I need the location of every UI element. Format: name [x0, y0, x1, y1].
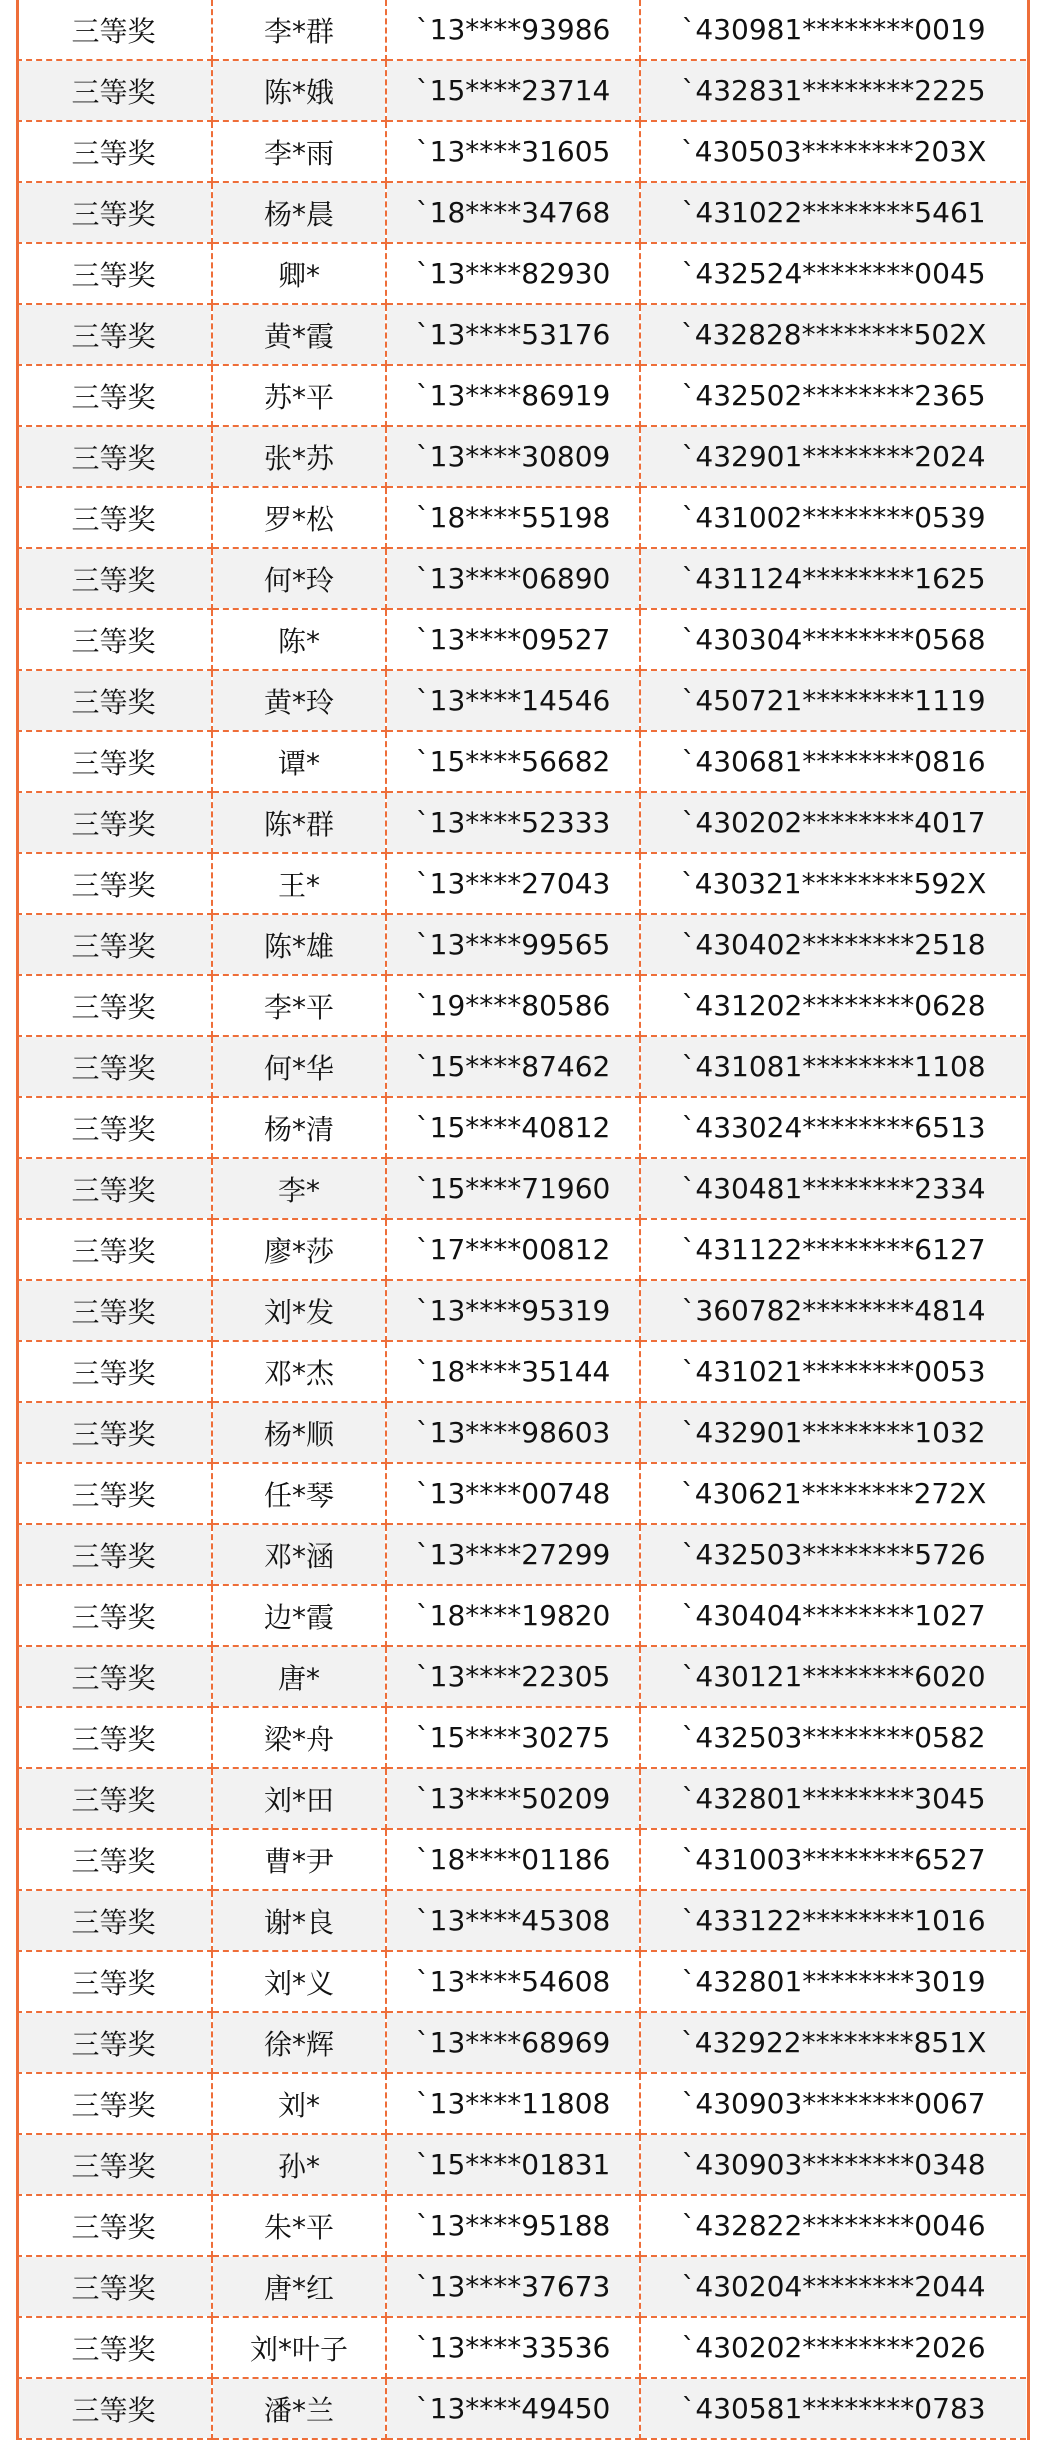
phone-cell: `18****01186	[386, 1829, 640, 1890]
name-cell: 罗*松	[212, 487, 386, 548]
prize-cell: 三等奖	[16, 60, 212, 121]
prize-cell: 三等奖	[16, 670, 212, 731]
table-row	[16, 2378, 1026, 2439]
prize-cell: 三等奖	[16, 792, 212, 853]
phone-cell: `18****55198	[386, 487, 640, 548]
name-cell: 苏*平	[212, 365, 386, 426]
id-number-cell: `431124********1625	[640, 548, 1026, 609]
prize-cell: 三等奖	[16, 0, 212, 60]
id-number-cell: `432801********3045	[640, 1768, 1026, 1829]
id-number-cell: `433122********1016	[640, 1890, 1026, 1951]
name-cell: 唐*	[212, 1646, 386, 1707]
id-number-cell: `432503********0582	[640, 1707, 1026, 1768]
table-row	[16, 1280, 1026, 1341]
id-number-cell: `431081********1108	[640, 1036, 1026, 1097]
id-number-cell: `432801********3019	[640, 1951, 1026, 2012]
table-row	[16, 243, 1026, 304]
id-number-cell: `430581********0783	[640, 2378, 1026, 2439]
prize-cell: 三等奖	[16, 1097, 212, 1158]
id-number-cell: `431021********0053	[640, 1341, 1026, 1402]
id-number-cell: `432502********2365	[640, 365, 1026, 426]
id-number-cell: `432503********5726	[640, 1524, 1026, 1585]
table-row	[16, 670, 1026, 731]
name-cell: 李*雨	[212, 121, 386, 182]
table-row	[16, 1219, 1026, 1280]
id-number-cell: `430304********0568	[640, 609, 1026, 670]
table-row	[16, 1524, 1026, 1585]
name-cell: 杨*顺	[212, 1402, 386, 1463]
phone-cell: `13****50209	[386, 1768, 640, 1829]
phone-cell: `13****95188	[386, 2195, 640, 2256]
phone-cell: `13****54608	[386, 1951, 640, 2012]
id-number-cell: `430903********0067	[640, 2073, 1026, 2134]
table-row	[16, 1402, 1026, 1463]
id-number-cell: `432901********2024	[640, 426, 1026, 487]
prize-cell: 三等奖	[16, 182, 212, 243]
name-cell: 陈*雄	[212, 914, 386, 975]
table-row	[16, 1341, 1026, 1402]
phone-cell: `13****31605	[386, 121, 640, 182]
prize-cell: 三等奖	[16, 2073, 212, 2134]
prize-cell: 三等奖	[16, 1036, 212, 1097]
prize-cell: 三等奖	[16, 1524, 212, 1585]
id-number-cell: `432922********851X	[640, 2012, 1026, 2073]
name-cell: 黄*霞	[212, 304, 386, 365]
id-number-cell: `431022********5461	[640, 182, 1026, 243]
table-row	[16, 304, 1026, 365]
phone-cell: `13****93986	[386, 0, 640, 60]
name-cell: 廖*莎	[212, 1219, 386, 1280]
table-row	[16, 60, 1026, 121]
prize-cell: 三等奖	[16, 1280, 212, 1341]
id-number-cell: `431003********6527	[640, 1829, 1026, 1890]
prize-cell: 三等奖	[16, 2378, 212, 2439]
table-row	[16, 1829, 1026, 1890]
prize-cell: 三等奖	[16, 1402, 212, 1463]
table-row	[16, 548, 1026, 609]
id-number-cell: `430202********2026	[640, 2317, 1026, 2378]
id-number-cell: `430503********203X	[640, 121, 1026, 182]
table-row	[16, 1097, 1026, 1158]
id-number-cell: `432831********2225	[640, 60, 1026, 121]
id-number-cell: `430321********592X	[640, 853, 1026, 914]
table-row	[16, 609, 1026, 670]
id-number-cell: `432524********0045	[640, 243, 1026, 304]
name-cell: 王*	[212, 853, 386, 914]
phone-cell: `13****27299	[386, 1524, 640, 1585]
phone-cell: `18****34768	[386, 182, 640, 243]
phone-cell: `18****35144	[386, 1341, 640, 1402]
id-number-cell: `450721********1119	[640, 670, 1026, 731]
prize-cell: 三等奖	[16, 2256, 212, 2317]
prize-cell: 三等奖	[16, 1768, 212, 1829]
prize-cell: 三等奖	[16, 1158, 212, 1219]
name-cell: 刘*叶子	[212, 2317, 386, 2378]
prize-cell: 三等奖	[16, 2317, 212, 2378]
prize-cell: 三等奖	[16, 1890, 212, 1951]
name-cell: 朱*平	[212, 2195, 386, 2256]
phone-cell: `13****99565	[386, 914, 640, 975]
prize-cell: 三等奖	[16, 1951, 212, 2012]
id-number-cell: `430621********272X	[640, 1463, 1026, 1524]
prize-cell: 三等奖	[16, 304, 212, 365]
prize-cell: 三等奖	[16, 1829, 212, 1890]
phone-cell: `13****06890	[386, 548, 640, 609]
id-number-cell: `360782********4814	[640, 1280, 1026, 1341]
id-number-cell: `431202********0628	[640, 975, 1026, 1036]
name-cell: 陈*娥	[212, 60, 386, 121]
table-row	[16, 853, 1026, 914]
phone-cell: `13****95319	[386, 1280, 640, 1341]
prize-cell: 三等奖	[16, 121, 212, 182]
id-number-cell: `432822********0046	[640, 2195, 1026, 2256]
name-cell: 谭*	[212, 731, 386, 792]
prize-cell: 三等奖	[16, 731, 212, 792]
phone-cell: `13****86919	[386, 365, 640, 426]
name-cell: 任*琴	[212, 1463, 386, 1524]
phone-cell: `13****45308	[386, 1890, 640, 1951]
prize-cell: 三等奖	[16, 426, 212, 487]
name-cell: 刘*	[212, 2073, 386, 2134]
phone-cell: `13****37673	[386, 2256, 640, 2317]
table-row	[16, 0, 1026, 60]
table-row	[16, 1158, 1026, 1219]
prize-cell: 三等奖	[16, 1463, 212, 1524]
name-cell: 曹*尹	[212, 1829, 386, 1890]
table-row	[16, 1890, 1026, 1951]
id-number-cell: `430202********4017	[640, 792, 1026, 853]
phone-cell: `13****14546	[386, 670, 640, 731]
table-row	[16, 2256, 1026, 2317]
table-row	[16, 792, 1026, 853]
name-cell: 邓*涵	[212, 1524, 386, 1585]
name-cell: 刘*田	[212, 1768, 386, 1829]
prize-cell: 三等奖	[16, 853, 212, 914]
winners-table-body	[16, 0, 1026, 2439]
prize-cell: 三等奖	[16, 2012, 212, 2073]
name-cell: 陈*群	[212, 792, 386, 853]
prize-cell: 三等奖	[16, 1707, 212, 1768]
prize-cell: 三等奖	[16, 365, 212, 426]
name-cell: 徐*辉	[212, 2012, 386, 2073]
phone-cell: `15****40812	[386, 1097, 640, 1158]
phone-cell: `19****80586	[386, 975, 640, 1036]
prize-cell: 三等奖	[16, 548, 212, 609]
phone-cell: `13****49450	[386, 2378, 640, 2439]
name-cell: 梁*舟	[212, 1707, 386, 1768]
table-row	[16, 2195, 1026, 2256]
table-row	[16, 2073, 1026, 2134]
id-number-cell: `430402********2518	[640, 914, 1026, 975]
table-row	[16, 1951, 1026, 2012]
id-number-cell: `431122********6127	[640, 1219, 1026, 1280]
name-cell: 谢*良	[212, 1890, 386, 1951]
table-row	[16, 182, 1026, 243]
table-row	[16, 1036, 1026, 1097]
id-number-cell: `430981********0019	[640, 0, 1026, 60]
id-number-cell: `430404********1027	[640, 1585, 1026, 1646]
id-number-cell: `432901********1032	[640, 1402, 1026, 1463]
phone-cell: `13****09527	[386, 609, 640, 670]
name-cell: 黄*玲	[212, 670, 386, 731]
prize-cell: 三等奖	[16, 1646, 212, 1707]
prize-cell: 三等奖	[16, 609, 212, 670]
table-row	[16, 121, 1026, 182]
phone-cell: `13****52333	[386, 792, 640, 853]
table-row	[16, 365, 1026, 426]
phone-cell: `13****68969	[386, 2012, 640, 2073]
table-row	[16, 1768, 1026, 1829]
id-number-cell: `431002********0539	[640, 487, 1026, 548]
prize-cell: 三等奖	[16, 243, 212, 304]
table-row	[16, 2012, 1026, 2073]
phone-cell: `13****00748	[386, 1463, 640, 1524]
prize-cell: 三等奖	[16, 914, 212, 975]
name-cell: 刘*义	[212, 1951, 386, 2012]
table-row	[16, 426, 1026, 487]
name-cell: 李*	[212, 1158, 386, 1219]
phone-cell: `13****22305	[386, 1646, 640, 1707]
id-number-cell: `430681********0816	[640, 731, 1026, 792]
phone-cell: `13****11808	[386, 2073, 640, 2134]
phone-cell: `18****19820	[386, 1585, 640, 1646]
id-number-cell: `430204********2044	[640, 2256, 1026, 2317]
prize-cell: 三等奖	[16, 1219, 212, 1280]
phone-cell: `15****87462	[386, 1036, 640, 1097]
name-cell: 李*群	[212, 0, 386, 60]
id-number-cell: `433024********6513	[640, 1097, 1026, 1158]
table-row	[16, 1646, 1026, 1707]
name-cell: 李*平	[212, 975, 386, 1036]
phone-cell: `15****71960	[386, 1158, 640, 1219]
name-cell: 杨*晨	[212, 182, 386, 243]
id-number-cell: `430121********6020	[640, 1646, 1026, 1707]
table-row	[16, 2134, 1026, 2195]
winners-table	[16, 0, 1026, 2440]
phone-cell: `15****56682	[386, 731, 640, 792]
id-number-cell: `430903********0348	[640, 2134, 1026, 2195]
prize-cell: 三等奖	[16, 2195, 212, 2256]
name-cell: 张*苏	[212, 426, 386, 487]
prize-cell: 三等奖	[16, 2134, 212, 2195]
table-row	[16, 1585, 1026, 1646]
prize-cell: 三等奖	[16, 1341, 212, 1402]
prize-cell: 三等奖	[16, 1585, 212, 1646]
name-cell: 陈*	[212, 609, 386, 670]
phone-cell: `13****30809	[386, 426, 640, 487]
phone-cell: `15****01831	[386, 2134, 640, 2195]
name-cell: 边*霞	[212, 1585, 386, 1646]
phone-cell: `13****98603	[386, 1402, 640, 1463]
phone-cell: `13****53176	[386, 304, 640, 365]
name-cell: 何*玲	[212, 548, 386, 609]
name-cell: 杨*清	[212, 1097, 386, 1158]
prize-cell: 三等奖	[16, 487, 212, 548]
table-row	[16, 731, 1026, 792]
id-number-cell: `430481********2334	[640, 1158, 1026, 1219]
table-row	[16, 2317, 1026, 2378]
id-number-cell: `432828********502X	[640, 304, 1026, 365]
name-cell: 唐*红	[212, 2256, 386, 2317]
phone-cell: `15****30275	[386, 1707, 640, 1768]
phone-cell: `15****23714	[386, 60, 640, 121]
phone-cell: `13****27043	[386, 853, 640, 914]
name-cell: 孙*	[212, 2134, 386, 2195]
name-cell: 刘*发	[212, 1280, 386, 1341]
table-row	[16, 975, 1026, 1036]
table-row	[16, 914, 1026, 975]
name-cell: 潘*兰	[212, 2378, 386, 2439]
winners-table-wrapper	[16, 0, 1026, 2440]
table-row	[16, 487, 1026, 548]
phone-cell: `17****00812	[386, 1219, 640, 1280]
prize-cell: 三等奖	[16, 975, 212, 1036]
name-cell: 卿*	[212, 243, 386, 304]
phone-cell: `13****33536	[386, 2317, 640, 2378]
name-cell: 邓*杰	[212, 1341, 386, 1402]
phone-cell: `13****82930	[386, 243, 640, 304]
name-cell: 何*华	[212, 1036, 386, 1097]
table-row	[16, 1707, 1026, 1768]
table-row	[16, 1463, 1026, 1524]
